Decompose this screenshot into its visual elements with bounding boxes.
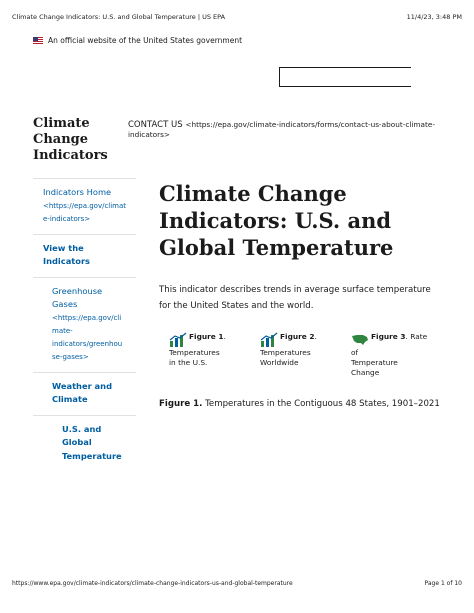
print-url: https://www.epa.gov/climate-indicators/climate-change-indicators-us-and-global-temperature xyxy=(12,580,293,587)
figure-caption-label: Figure 1. xyxy=(159,399,203,409)
figure-3-link[interactable]: Figure 3. Rate of Temperature Change xyxy=(351,332,428,377)
us-flag-icon xyxy=(33,37,43,44)
figure-caption-text: Temperatures in the Contiguous 48 States, 1901–2021 xyxy=(205,399,440,409)
sidenav-item-view-indicators[interactable]: View the Indicators xyxy=(33,235,136,278)
sidenav-item-us-global-temperature[interactable]: U.S. and Global Temperature xyxy=(62,423,122,461)
us-map-icon xyxy=(351,332,369,348)
contact-url: <https://epa.gov/climate-indicators/forms/contact-us-about-climate-indicators> xyxy=(128,120,435,139)
figure-2-link[interactable]: Figure 2. Temperatures Worldwide xyxy=(260,332,317,367)
print-page-title: Climate Change Indicators: U.S. and Global Temperature | US EPA xyxy=(12,13,226,21)
print-footer xyxy=(12,580,462,587)
print-datetime: 11/4/23, 3:48 PM xyxy=(406,13,462,21)
bar-chart-icon xyxy=(169,332,187,348)
contact-us-link[interactable] xyxy=(128,120,474,140)
figure-caption xyxy=(159,399,440,409)
figure-1-link[interactable]: Figure 1. Temperatures in the U.S. xyxy=(169,332,226,367)
sidenav xyxy=(33,178,136,471)
sidenav-item-indicators-home[interactable]: Indicators Home <https://epa.gov/climat e-indicators> xyxy=(33,178,136,235)
print-header xyxy=(12,13,462,21)
search-input[interactable] xyxy=(279,67,411,87)
page-number: Page 1 of 10 xyxy=(424,580,462,587)
page-title: Climate Change Indicators: U.S. and Global Temperature xyxy=(159,181,394,260)
gov-banner xyxy=(33,36,242,45)
sidenav-item-weather-climate[interactable]: Weather and Climate xyxy=(33,373,136,416)
gov-banner-text: An official website of the United States government xyxy=(48,36,243,45)
intro-paragraph: This indicator describes trends in average surface temperature for the United States and the world. xyxy=(159,285,431,311)
contact-label: CONTACT US xyxy=(128,120,183,130)
site-title[interactable]: Climate Change Indicators xyxy=(33,116,108,163)
bar-chart-icon xyxy=(260,332,278,348)
sidenav-item-greenhouse-gases[interactable]: Greenhouse Gases <https://epa.gov/cli mate- indicators/greenhou se-gases> xyxy=(33,278,136,373)
